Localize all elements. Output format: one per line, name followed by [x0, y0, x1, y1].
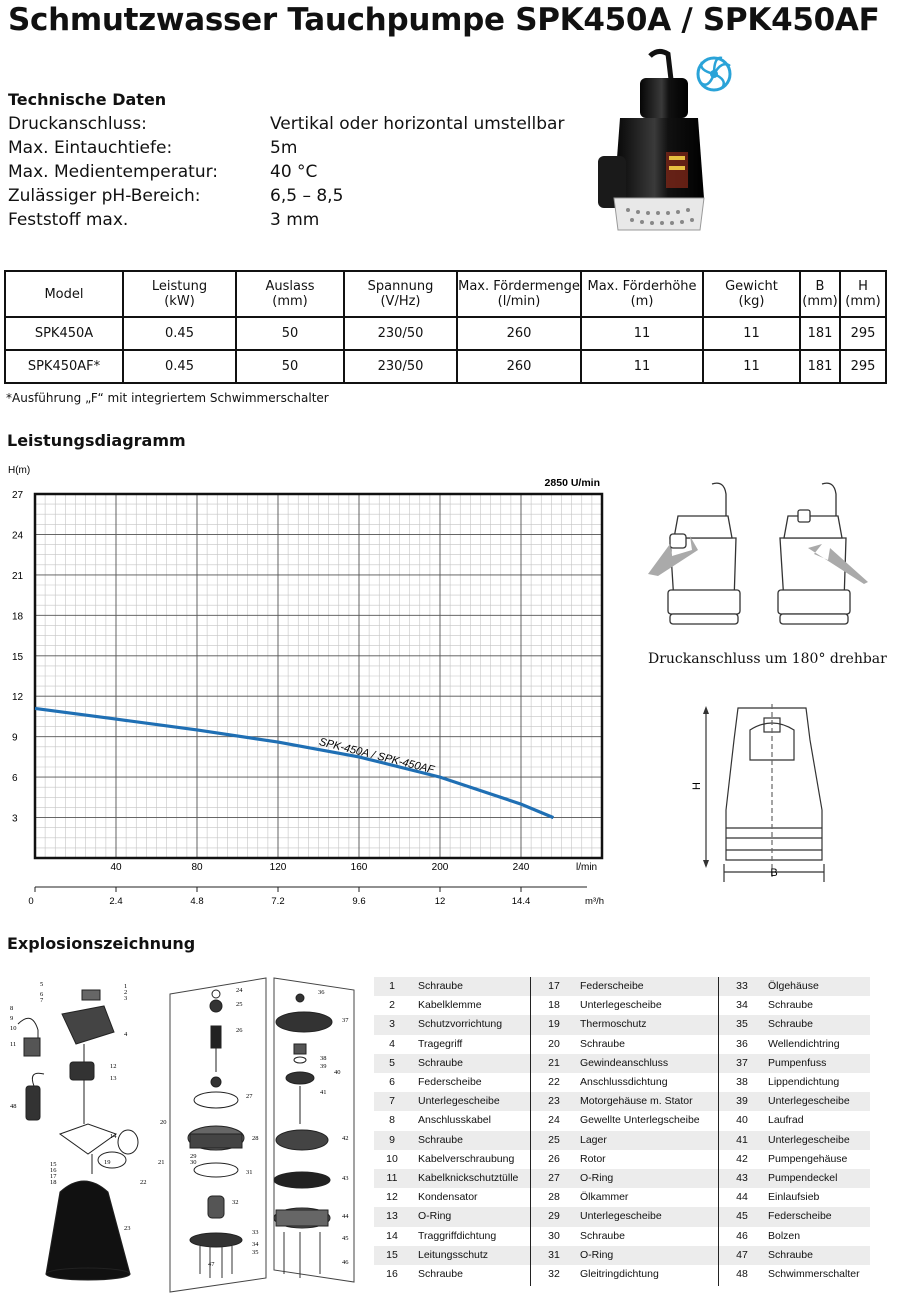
- parts-row: [374, 1111, 870, 1130]
- y-tick-label: 6: [12, 773, 18, 785]
- table-header-unit: (l/min): [497, 294, 541, 309]
- table-header: [123, 271, 236, 317]
- callout-label: 11: [10, 1041, 17, 1048]
- table-cell: 11: [703, 350, 800, 383]
- y-tick-label: 18: [12, 611, 24, 623]
- callout-label: 5: [40, 981, 44, 988]
- part-name: Unterlegescheibe: [768, 1133, 850, 1146]
- parts-row: [374, 1169, 870, 1188]
- part-number: 30: [548, 1229, 560, 1242]
- part-number: 3: [389, 1018, 395, 1031]
- part-name: Schutzvorrichtung: [418, 1018, 503, 1031]
- table-cell: SPK450AF*: [5, 350, 123, 383]
- part-number: 45: [736, 1210, 748, 1223]
- part-name: Federscheibe: [418, 1076, 482, 1088]
- part-number: 31: [548, 1248, 560, 1261]
- part-number: 23: [548, 1095, 560, 1108]
- table-cell: 295: [840, 317, 886, 350]
- table-cell: 0.45: [123, 317, 236, 350]
- part-name: Pumpenfuss: [768, 1056, 827, 1069]
- table-cell: 50: [236, 350, 344, 383]
- spec-label: Feststoff max.: [8, 210, 129, 230]
- part-name: Gewindeanschluss: [580, 1056, 669, 1069]
- speed-label: 2850 U/min: [544, 477, 600, 489]
- table-header-unit: (mm): [802, 294, 838, 309]
- dimension-drawing: [690, 700, 840, 890]
- table-cell: 11: [703, 317, 800, 350]
- callout-label: 15: [50, 1161, 57, 1168]
- part-name: Schraube: [580, 1037, 625, 1050]
- part-name: Schwimmerschalter: [768, 1268, 860, 1280]
- part-number: 35: [736, 1018, 748, 1031]
- table-header-unit: (mm): [845, 294, 881, 309]
- table-header-unit: (m): [630, 294, 654, 309]
- part-number: 38: [736, 1076, 748, 1088]
- callout-label: 44: [342, 1213, 349, 1220]
- parts-row: [374, 1035, 870, 1054]
- part-number: 14: [386, 1229, 398, 1242]
- part-number: 6: [389, 1076, 395, 1088]
- table-row: [5, 350, 886, 383]
- table-header: [5, 271, 123, 317]
- specs-heading: Technische Daten: [8, 90, 167, 109]
- x-tick-label: 160: [350, 862, 368, 873]
- table-header-unit: (kg): [738, 294, 765, 309]
- y-tick-label: 12: [12, 692, 24, 704]
- part-number: 29: [548, 1210, 560, 1223]
- callout-label: 24: [236, 987, 243, 994]
- table-header: [703, 271, 800, 317]
- parts-divider: [718, 977, 719, 1286]
- part-number: 37: [736, 1056, 748, 1069]
- part-number: 26: [548, 1152, 560, 1165]
- part-number: 47: [736, 1248, 748, 1261]
- part-name: Lager: [580, 1133, 607, 1146]
- callout-label: 32: [232, 1199, 239, 1206]
- callout-label: 9: [10, 1015, 14, 1022]
- spec-label: Druckanschluss:: [8, 114, 147, 134]
- table-cell: SPK450A: [5, 317, 123, 350]
- part-name: Schraube: [418, 1133, 463, 1146]
- table-cell: 230/50: [344, 350, 457, 383]
- part-number: 24: [548, 1114, 560, 1127]
- spec-table: [4, 270, 887, 384]
- callout-label: 8: [10, 1005, 14, 1012]
- table-cell: 181: [800, 317, 840, 350]
- x-tick-label: 40: [110, 862, 122, 873]
- y-tick-label: 21: [12, 570, 24, 582]
- parts-row: [374, 1054, 870, 1073]
- part-name: Schraube: [768, 1018, 813, 1031]
- rotation-caption: Druckanschluss um 180° drehbar: [648, 651, 887, 667]
- callout-label: 34: [252, 1241, 259, 1248]
- parts-row: [374, 1265, 870, 1284]
- spec-label: Max. Eintauchtiefe:: [8, 138, 173, 158]
- callout-label: 33: [252, 1229, 259, 1236]
- spec-value: 40 °C: [270, 162, 318, 182]
- part-name: Federscheibe: [580, 980, 644, 992]
- parts-row: [374, 1227, 870, 1246]
- table-cell: 295: [840, 350, 886, 383]
- parts-row: [374, 1150, 870, 1169]
- table-header-unit: (kW): [164, 294, 195, 309]
- callout-label: 37: [342, 1017, 349, 1024]
- table-header-line: Spannung: [367, 279, 434, 294]
- callout-label: 10: [10, 1025, 17, 1032]
- part-name: Federscheibe: [768, 1210, 832, 1223]
- secondary-tick-label: 14.4: [511, 896, 531, 907]
- y-tick-label: 3: [12, 813, 18, 825]
- part-number: 5: [389, 1056, 395, 1069]
- callout-label: 7: [40, 997, 44, 1004]
- part-number: 43: [736, 1172, 748, 1184]
- callout-label: 14: [110, 1133, 117, 1140]
- parts-divider: [530, 977, 531, 1286]
- part-name: Pumpengehäuse: [768, 1152, 848, 1165]
- part-number: 48: [736, 1268, 748, 1280]
- part-number: 17: [548, 980, 560, 992]
- table-header-line: Gewicht: [725, 279, 778, 294]
- secondary-tick-label: 2.4: [109, 896, 123, 907]
- callout-label: 28: [252, 1135, 259, 1142]
- callout-label: 12: [110, 1063, 117, 1070]
- table-header: [236, 271, 344, 317]
- part-name: Kabelknickschutztülle: [418, 1172, 519, 1184]
- exploded-drawing: [4, 974, 366, 1294]
- parts-row: [374, 1207, 870, 1226]
- part-number: 7: [389, 1095, 395, 1108]
- part-number: 32: [548, 1268, 560, 1280]
- part-number: 8: [389, 1114, 395, 1127]
- part-name: Schraube: [580, 1229, 625, 1242]
- table-cell: 181: [800, 350, 840, 383]
- table-header: [457, 271, 581, 317]
- part-name: Kabelklemme: [418, 999, 482, 1012]
- callout-label: 17: [50, 1173, 57, 1180]
- parts-row: [374, 1015, 870, 1034]
- part-number: 22: [548, 1076, 560, 1088]
- table-header-line: Auslass: [265, 279, 315, 294]
- part-name: Schraube: [768, 1248, 813, 1261]
- table-header-line: Model: [44, 286, 84, 302]
- part-name: Schraube: [768, 999, 813, 1012]
- rotation-drawing: [640, 478, 876, 638]
- part-name: Unterlegescheibe: [580, 999, 662, 1012]
- part-number: 19: [548, 1018, 560, 1031]
- part-name: Anschlussdichtung: [580, 1076, 668, 1088]
- y-tick-label: 9: [12, 732, 18, 744]
- spec-label: Max. Medientemperatur:: [8, 162, 219, 182]
- parts-row: [374, 1073, 870, 1092]
- part-name: Thermoschutz: [580, 1018, 647, 1031]
- part-name: O-Ring: [580, 1172, 614, 1184]
- part-name: Traggriffdichtung: [418, 1229, 497, 1242]
- parts-row: [374, 1188, 870, 1207]
- part-number: 18: [548, 999, 560, 1012]
- table-header-unit: (V/Hz): [380, 294, 421, 309]
- table-header-line: H: [858, 279, 868, 294]
- part-number: 9: [389, 1133, 395, 1146]
- callout-label: 26: [236, 1027, 243, 1034]
- part-number: 34: [736, 999, 748, 1012]
- callout-label: 42: [342, 1135, 349, 1142]
- callout-label: 41: [320, 1089, 327, 1096]
- part-number: 20: [548, 1037, 560, 1050]
- callout-label: 40: [334, 1069, 341, 1076]
- parts-row: [374, 1092, 870, 1111]
- secondary-tick-label: 0: [28, 896, 34, 907]
- series-label: SPK-450A / SPK-450AF: [317, 736, 436, 777]
- part-number: 12: [386, 1191, 398, 1204]
- table-header: [800, 271, 840, 317]
- callout-label: 25: [236, 1001, 243, 1008]
- callout-label: 43: [342, 1175, 349, 1182]
- table-cell: 50: [236, 317, 344, 350]
- callout-label: 21: [158, 1159, 165, 1166]
- x-axis-label: l/min: [576, 862, 598, 873]
- parts-row: [374, 977, 870, 996]
- part-name: Laufrad: [768, 1114, 804, 1127]
- part-number: 10: [386, 1152, 398, 1165]
- table-header: [581, 271, 703, 317]
- table-header-unit: (mm): [272, 294, 308, 309]
- part-name: Unterlegescheibe: [418, 1095, 500, 1108]
- part-name: Ölgehäuse: [768, 980, 819, 992]
- exploded-heading: Explosionszeichnung: [7, 934, 196, 953]
- part-name: Kondensator: [418, 1191, 478, 1204]
- callout-label: 22: [140, 1179, 147, 1186]
- part-name: Rotor: [580, 1152, 606, 1165]
- part-number: 11: [386, 1172, 398, 1184]
- table-cell: 0.45: [123, 350, 236, 383]
- table-header: [840, 271, 886, 317]
- callout-label: 27: [246, 1093, 253, 1100]
- part-name: Leitungsschutz: [418, 1248, 489, 1261]
- callout-label: 4: [124, 1031, 128, 1038]
- part-number: 33: [736, 980, 748, 992]
- part-number: 4: [389, 1037, 395, 1050]
- dimension-b-label: B: [770, 867, 778, 879]
- part-number: 41: [736, 1133, 748, 1146]
- secondary-tick-label: 4.8: [190, 896, 204, 907]
- impeller-icon: [692, 50, 736, 98]
- callout-label: 23: [124, 1225, 131, 1232]
- performance-heading: Leistungsdiagramm: [7, 431, 186, 450]
- callout-label: 36: [318, 989, 325, 996]
- part-name: O-Ring: [580, 1248, 614, 1261]
- spec-label: Zulässiger pH-Bereich:: [8, 186, 201, 206]
- table-header: [344, 271, 457, 317]
- part-number: 16: [386, 1268, 398, 1280]
- callout-label: 35: [252, 1249, 259, 1256]
- part-number: 21: [548, 1056, 560, 1069]
- part-name: O-Ring: [418, 1210, 452, 1223]
- part-name: Bolzen: [768, 1229, 801, 1242]
- y-tick-label: 24: [12, 530, 24, 542]
- part-name: Pumpendeckel: [768, 1172, 838, 1184]
- callout-label: 38: [320, 1055, 327, 1062]
- performance-chart: [0, 455, 620, 915]
- secondary-tick-label: 7.2: [271, 896, 285, 907]
- part-name: Gleitringdichtung: [580, 1268, 659, 1280]
- table-cell: 260: [457, 317, 581, 350]
- part-name: Lippendichtung: [768, 1076, 840, 1088]
- callout-label: 3: [124, 995, 128, 1002]
- callout-label: 18: [50, 1179, 57, 1186]
- part-number: 25: [548, 1133, 560, 1146]
- spec-value: Vertikal oder horizontal umstellbar: [270, 114, 565, 134]
- spec-value: 3 mm: [270, 210, 320, 230]
- part-name: Einlaufsieb: [768, 1191, 820, 1204]
- footnote: *Ausführung „F“ mit integriertem Schwimmerschalter: [6, 391, 329, 405]
- callout-label: 16: [50, 1167, 57, 1174]
- callout-label: 19: [104, 1159, 111, 1166]
- callout-label: 2: [124, 989, 128, 996]
- table-header-line: Leistung: [151, 279, 208, 294]
- x-tick-label: 200: [431, 862, 449, 873]
- secondary-axis-label: m³/h: [585, 896, 604, 907]
- part-number: 40: [736, 1114, 748, 1127]
- spec-value: 5m: [270, 138, 298, 158]
- secondary-tick-label: 12: [434, 896, 446, 907]
- callout-label: 30: [190, 1159, 197, 1166]
- x-tick-label: 80: [191, 862, 203, 873]
- part-name: Schraube: [418, 1056, 463, 1069]
- table-row: [5, 317, 886, 350]
- table-cell: 260: [457, 350, 581, 383]
- part-name: Schraube: [418, 980, 463, 992]
- part-number: 46: [736, 1229, 748, 1242]
- part-name: Unterlegescheibe: [580, 1210, 662, 1223]
- page-title: Schmutzwasser Tauchpumpe SPK450A / SPK450AF: [8, 2, 880, 38]
- callout-label: 46: [342, 1259, 349, 1266]
- part-name: Kabelverschraubung: [418, 1152, 515, 1165]
- part-number: 44: [736, 1191, 748, 1204]
- part-name: Ölkammer: [580, 1191, 629, 1204]
- parts-row: [374, 996, 870, 1015]
- y-tick-label: 27: [12, 490, 24, 501]
- dimension-h-label: H: [691, 782, 703, 790]
- table-header-line: Max. Förderhöhe: [587, 279, 697, 294]
- table-cell: 11: [581, 350, 703, 383]
- callout-label: 48: [10, 1103, 17, 1110]
- part-number: 42: [736, 1152, 748, 1165]
- part-number: 15: [386, 1248, 398, 1261]
- x-tick-label: 120: [269, 862, 287, 873]
- part-name: Tragegriff: [418, 1037, 463, 1050]
- callout-label: 39: [320, 1063, 327, 1070]
- part-number: 28: [548, 1191, 560, 1204]
- series-line: [35, 708, 553, 817]
- table-cell: 230/50: [344, 317, 457, 350]
- y-axis-label: H(m): [8, 465, 31, 476]
- callout-label: 13: [110, 1075, 117, 1082]
- parts-row: [374, 1131, 870, 1150]
- part-number: 2: [389, 999, 395, 1012]
- callout-label: 31: [246, 1169, 253, 1176]
- table-cell: 11: [581, 317, 703, 350]
- part-name: Gewellte Unterlegscheibe: [580, 1114, 700, 1127]
- spec-value: 6,5 – 8,5: [270, 186, 344, 206]
- part-number: 36: [736, 1037, 748, 1050]
- table-header-line: B: [815, 279, 825, 294]
- part-name: Unterlegescheibe: [768, 1095, 850, 1108]
- part-number: 1: [389, 980, 395, 992]
- callout-label: 47: [208, 1261, 215, 1268]
- part-name: Motorgehäuse m. Stator: [580, 1095, 693, 1108]
- part-name: Anschlusskabel: [418, 1114, 491, 1127]
- part-name: Wellendichtring: [768, 1037, 840, 1050]
- table-header-line: Max. Fördermenge: [458, 279, 580, 294]
- callout-label: 6: [40, 991, 44, 998]
- parts-row: [374, 1246, 870, 1265]
- callout-label: 20: [160, 1119, 167, 1126]
- secondary-tick-label: 9.6: [352, 896, 366, 907]
- callout-label: 45: [342, 1235, 349, 1242]
- part-number: 13: [386, 1210, 398, 1223]
- part-number: 39: [736, 1095, 748, 1108]
- y-tick-label: 15: [12, 651, 24, 663]
- callout-label: 29: [190, 1153, 197, 1160]
- x-tick-label: 240: [512, 862, 530, 873]
- part-number: 27: [548, 1172, 560, 1184]
- callout-label: 1: [124, 983, 128, 990]
- part-name: Schraube: [418, 1268, 463, 1280]
